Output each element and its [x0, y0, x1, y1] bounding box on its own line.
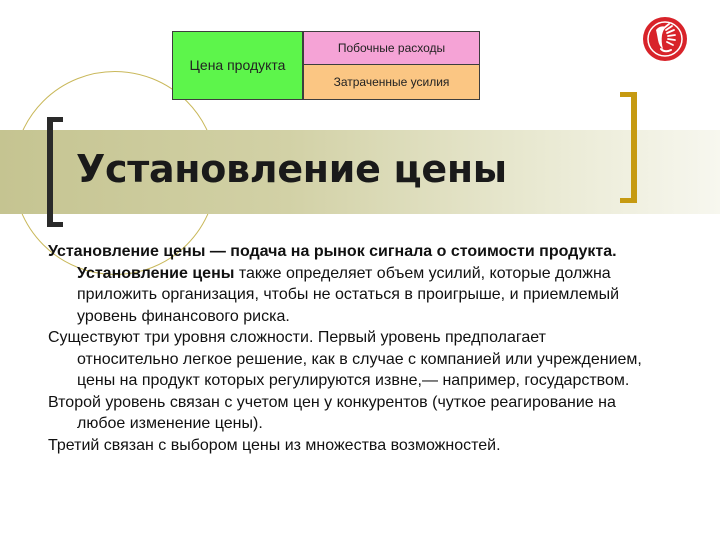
right-bracket-decoration [620, 92, 637, 203]
paragraph-levels: Существуют три уровня сложности. Первый уровень предполагает относительно легкое решение, как в случае с компанией или учреждением, цены на продукт которых регулируются извне,— например, государством. [48, 329, 642, 389]
definition-bold: Установление цены — подача на рынок сигнала о стоимости продукта. Установление цены [48, 243, 617, 282]
price-box: Цена продукта [172, 31, 303, 100]
left-bracket-decoration [47, 117, 63, 227]
slide-title: Установление цены [76, 147, 507, 191]
firebird-logo-icon [642, 16, 688, 62]
side-costs-box: Побочные расходы [303, 31, 480, 65]
efforts-box: Затраченные усилия [303, 65, 480, 100]
paragraph-definition [48, 241, 648, 327]
body-text [48, 241, 648, 456]
definition-rest: также определяет объем усилий, которые должна приложить организация, чтобы не остаться в проигрыше, и приемлемый уровень финансового риска. [77, 264, 620, 325]
paragraph-second-level: Второй уровень связан с учетом цен у конкурентов (чуткое реагирование на любое изменение цены). [48, 393, 616, 432]
paragraph-third-level: Третий связан с выбором цены из множества возможностей. [48, 436, 501, 454]
